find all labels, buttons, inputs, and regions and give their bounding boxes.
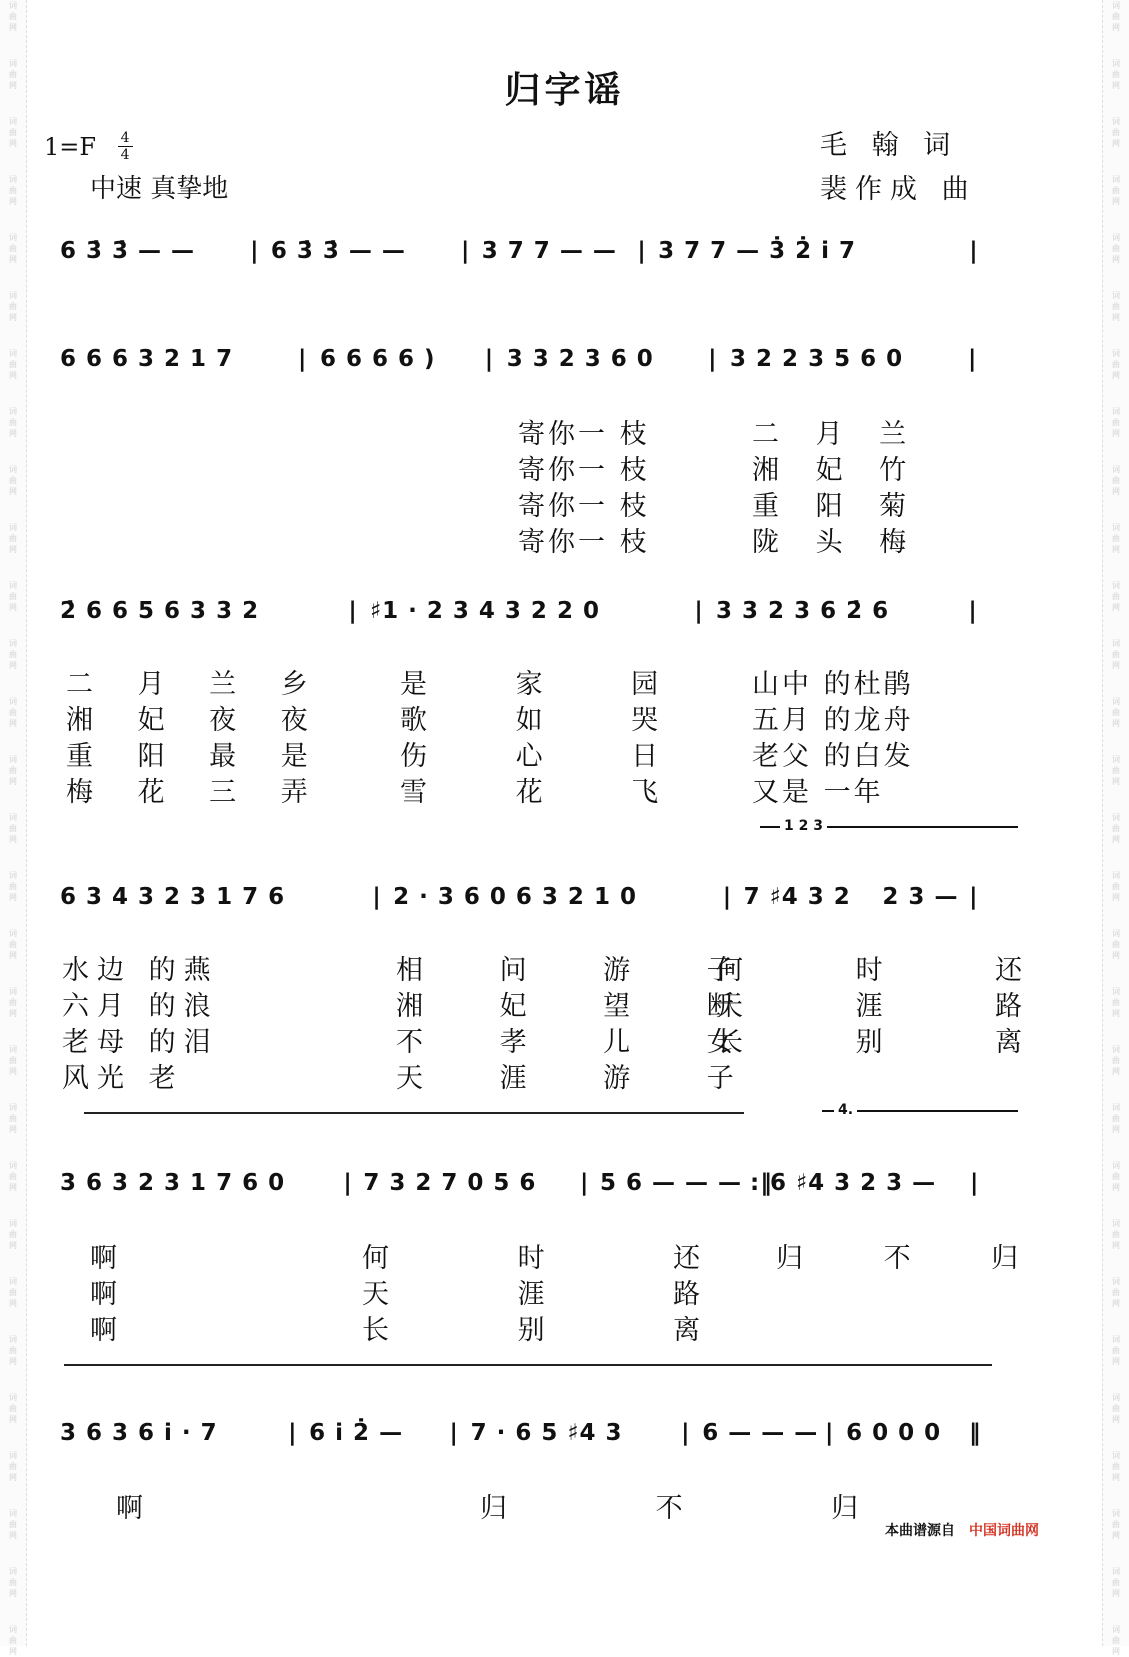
time-sig-bottom: 4 <box>120 147 130 163</box>
watermark-text: 词 曲 网 <box>9 175 17 206</box>
watermark-text: 词 曲 网 <box>9 1 17 32</box>
barline: | <box>968 598 978 624</box>
lyric-line: 啊 <box>116 1493 146 1524</box>
time-sig-top: 4 <box>118 130 133 147</box>
composer: 裴作成 曲 <box>820 174 977 205</box>
watermark-text: 词 曲 网 <box>1112 349 1120 380</box>
watermark-text: 词 曲 网 <box>1112 59 1120 90</box>
watermark-text: 词 曲 网 <box>1112 1335 1120 1366</box>
watermark-text: 词 曲 网 <box>9 1103 17 1134</box>
watermark-text: 词 曲 网 <box>9 1509 17 1540</box>
song-title: 归字谣 <box>504 69 625 111</box>
watermark-text: 词 曲 网 <box>1112 697 1120 728</box>
barline: | <box>461 238 471 264</box>
watermark-text: 词 曲 网 <box>1112 871 1120 902</box>
right-watermark-strip <box>1102 0 1129 1656</box>
lyric-line: 啊 <box>90 1243 120 1274</box>
lyric-line: 寄你一 枝 <box>518 491 650 522</box>
watermark-text: 词 曲 网 <box>9 1393 17 1424</box>
barline: | <box>449 1420 459 1446</box>
lyric-line: 相 问 游 子 <box>396 955 768 986</box>
phrase-line <box>64 1364 992 1366</box>
measure-notes: 3 7 7 — 3̇ 2̇ i 7 <box>658 238 857 264</box>
watermark-text: 词 曲 网 <box>9 1161 17 1192</box>
barline: | <box>348 598 358 624</box>
barline: | <box>968 346 978 372</box>
barline: | <box>288 1420 298 1446</box>
watermark-text: 词 曲 网 <box>1112 1393 1120 1424</box>
barline: | <box>250 238 260 264</box>
watermark-text: 词 曲 网 <box>9 523 17 554</box>
lyric-line: 长 别 离 <box>716 1027 1075 1058</box>
lyric-line: 归 不 归 <box>480 1493 929 1524</box>
lyric-line: 天 涯 路 <box>362 1279 761 1310</box>
watermark-text: 词 曲 网 <box>9 233 17 264</box>
lyric-line: 湘 妃 夜 夜 <box>66 705 326 736</box>
watermark-text: 词 曲 网 <box>9 755 17 786</box>
lyric-line: 梅 花 三 弄 <box>66 777 326 808</box>
lyric-line: 何 时 还 <box>716 955 1075 986</box>
watermark-text: 词 曲 网 <box>1112 1045 1120 1076</box>
lyric-line: 啊 <box>90 1279 120 1310</box>
watermark-text: 词 曲 网 <box>1112 233 1120 264</box>
measure-notes: 7 3 2 7 0 5 6 <box>363 1170 537 1196</box>
watermark-text: 词 曲 网 <box>9 813 17 844</box>
watermark-text: 词 曲 网 <box>1112 1625 1120 1656</box>
measure-notes: 6 3̇ 3̇ — — <box>270 238 406 264</box>
watermark-text: 词 曲 网 <box>1112 1 1120 32</box>
barline: | <box>722 884 733 910</box>
watermark-text: 词 曲 网 <box>9 639 17 670</box>
lyric-line: 老母 的泪 <box>62 1027 219 1058</box>
volta-bracket-2 <box>822 1102 1018 1118</box>
lyric-line: 不 孝 儿 女 <box>396 1027 768 1058</box>
lyricist: 毛 翰 词 <box>820 130 959 161</box>
barline: | <box>484 346 495 372</box>
watermark-text: 词 曲 网 <box>9 1277 17 1308</box>
lyric-line: 陇 头 梅 <box>752 527 921 558</box>
lyric-line: 风光 老 <box>62 1063 184 1094</box>
lyric-line: 歌 如 哭 <box>400 705 699 736</box>
phrase-line <box>84 1112 744 1114</box>
watermark-text: 词 曲 网 <box>9 1045 17 1076</box>
watermark-text: 词 曲 网 <box>1112 465 1120 496</box>
lyric-line: 天 涯 路 <box>716 991 1075 1022</box>
watermark-text: 词 曲 网 <box>1112 755 1120 786</box>
lyric-line: 重 阳 最 是 <box>66 741 326 772</box>
barline: | <box>681 1420 691 1446</box>
watermark-text: 词 曲 网 <box>9 987 17 1018</box>
volta-bracket-1 <box>760 818 1018 834</box>
barline: | <box>825 1420 835 1446</box>
watermark-text: 词 曲 网 <box>9 1335 17 1366</box>
measure-notes: 2 · 3 6 0 6 3 2 1 0 <box>393 884 637 910</box>
watermark-text: 词 曲 网 <box>9 349 17 380</box>
lyric-line: 二 月 兰 乡 <box>66 669 326 700</box>
measure-notes: 3 2 2 3 5 6 0 <box>730 346 904 372</box>
barline: | <box>969 238 979 264</box>
watermark-text: 词 曲 网 <box>1112 987 1120 1018</box>
watermark-text: 词 曲 网 <box>9 929 17 960</box>
watermark-text: 词 曲 网 <box>1112 1103 1120 1134</box>
lyric-line: 何 时 还 <box>362 1243 761 1274</box>
watermark-text: 词 曲 网 <box>1112 929 1120 960</box>
source-footer <box>885 1520 1039 1540</box>
measure-notes: 6 — — — <box>702 1420 819 1446</box>
lyric-line: 五月 的龙舟 <box>752 705 914 736</box>
measure-notes: 5 6 — — — <box>600 1170 743 1196</box>
lyric-line: 湘 妃 望 断 <box>396 991 768 1022</box>
time-signature <box>118 130 133 163</box>
watermark-text: 词 曲 网 <box>1112 813 1120 844</box>
key-label: 1=F <box>44 132 97 161</box>
left-watermark-strip <box>0 0 27 1656</box>
measure-notes: 3 7 7 — — <box>481 238 617 264</box>
watermark-text: 词 曲 网 <box>9 407 17 438</box>
watermark-text: 词 曲 网 <box>1112 1567 1120 1598</box>
watermark-text: 词 曲 网 <box>1112 407 1120 438</box>
tempo-marking: 中速 真挚地 <box>90 174 229 204</box>
barline: | <box>694 598 704 624</box>
measure-notes: 6 6 6 3 2 1 7 <box>60 346 234 372</box>
measure-notes: 2̇ 6 6 5 6 3 3 2 <box>60 598 260 624</box>
measure-notes: 6 ♯4 3 2 3 — <box>770 1170 937 1196</box>
lyric-line: 重 阳 菊 <box>752 491 921 522</box>
watermark-text: 词 曲 网 <box>9 581 17 612</box>
lyric-line: 湘 妃 竹 <box>752 455 921 486</box>
measure-notes: 3 6 3 2 3 1 7 6 0 <box>60 1170 286 1196</box>
measure-notes: 6 i 2̇ — <box>309 1420 404 1446</box>
source-label: 本曲谱源自 <box>885 1523 955 1539</box>
watermark-text: 词 曲 网 <box>9 697 17 728</box>
lyric-line: 寄你一 枝 <box>518 455 650 486</box>
watermark-text: 词 曲 网 <box>1112 117 1120 148</box>
lyric-line: 老父 的白发 <box>752 741 914 772</box>
watermark-text: 词 曲 网 <box>9 871 17 902</box>
watermark-text: 词 曲 网 <box>1112 1451 1120 1482</box>
lyric-line: 六月 的浪 <box>62 991 219 1022</box>
watermark-text: 词 曲 网 <box>1112 639 1120 670</box>
lyric-line: 伤 心 日 <box>400 741 699 772</box>
lyric-line: 归 不 归 <box>776 1243 1055 1274</box>
measure-notes: 3 6 3 6 i · 7 <box>60 1420 218 1446</box>
barline: | <box>343 1170 353 1196</box>
lyric-line: 二 月 兰 <box>752 419 921 450</box>
measure-notes: 3 3 2 3 6 0 <box>506 346 654 372</box>
barline: | <box>970 1170 980 1196</box>
measure-notes: 2 3 — <box>882 884 959 910</box>
watermark-text: 词 曲 网 <box>9 1567 17 1598</box>
measure-notes: 3 3 2 3 6 2̇ 6 <box>716 598 890 624</box>
measure-notes: 6 6 6 6 ) <box>319 346 436 372</box>
watermark-text: 词 曲 网 <box>9 465 17 496</box>
barline: | <box>708 346 718 372</box>
watermark-text: 词 曲 网 <box>1112 1219 1120 1250</box>
measure-notes: 6 0 0 0 <box>846 1420 942 1446</box>
watermark-text: 词 曲 网 <box>9 1219 17 1250</box>
lyric-line: 天 涯 游 子 <box>396 1063 768 1094</box>
lyric-line: 又是 一年 <box>752 777 884 808</box>
barline: | <box>969 884 979 910</box>
watermark-text: 词 曲 网 <box>9 59 17 90</box>
measure-notes: ♯1 · 2 3 4 3 2 2 0 <box>370 598 600 624</box>
lyric-line: 寄你一 枝 <box>518 419 650 450</box>
key-signature <box>44 130 133 163</box>
watermark-text: 词 曲 网 <box>1112 1161 1120 1192</box>
lyric-line: 长 别 离 <box>362 1315 761 1346</box>
lyric-line: 寄你一 枝 <box>518 527 650 558</box>
measure-notes: 6 3̇ 3̇ — — <box>60 238 196 264</box>
barline: | <box>297 346 308 372</box>
credits <box>820 124 977 212</box>
watermark-text: 词 曲 网 <box>1112 1277 1120 1308</box>
watermark-text: 词 曲 网 <box>9 291 17 322</box>
lyric-line: 是 家 园 <box>400 669 699 700</box>
watermark-text: 词 曲 网 <box>9 117 17 148</box>
watermark-text: 词 曲 网 <box>1112 523 1120 554</box>
watermark-text: 词 曲 网 <box>1112 581 1120 612</box>
barline: | <box>580 1170 590 1196</box>
lyric-line: 山中 的杜鹃 <box>752 669 914 700</box>
barline: | <box>637 238 647 264</box>
measure-notes: 7 ♯4 3 2 <box>743 884 851 910</box>
watermark-text: 词 曲 网 <box>9 1625 17 1656</box>
barline: :‖ <box>750 1170 773 1196</box>
lyric-line: 水边 的燕 <box>62 955 219 986</box>
watermark-text: 词 曲 网 <box>1112 1509 1120 1540</box>
barline: ‖ <box>968 1420 982 1446</box>
site-link[interactable]: 中国词曲网 <box>969 1523 1039 1539</box>
barline: | <box>372 884 382 910</box>
watermark-text: 词 曲 网 <box>1112 291 1120 322</box>
lyric-line: 雪 花 飞 <box>400 777 699 808</box>
measure-notes: 6 3 4 3 2 3 1 7 6 <box>60 884 286 910</box>
lyric-line: 啊 <box>90 1315 120 1346</box>
volta-label: 4. <box>834 1102 857 1118</box>
measure-notes: 7 · 6 5 ♯4 3 <box>470 1420 623 1446</box>
watermark-text: 词 曲 网 <box>1112 175 1120 206</box>
watermark-text: 词 曲 网 <box>9 1451 17 1482</box>
volta-label: 1 2 3 <box>780 818 827 834</box>
